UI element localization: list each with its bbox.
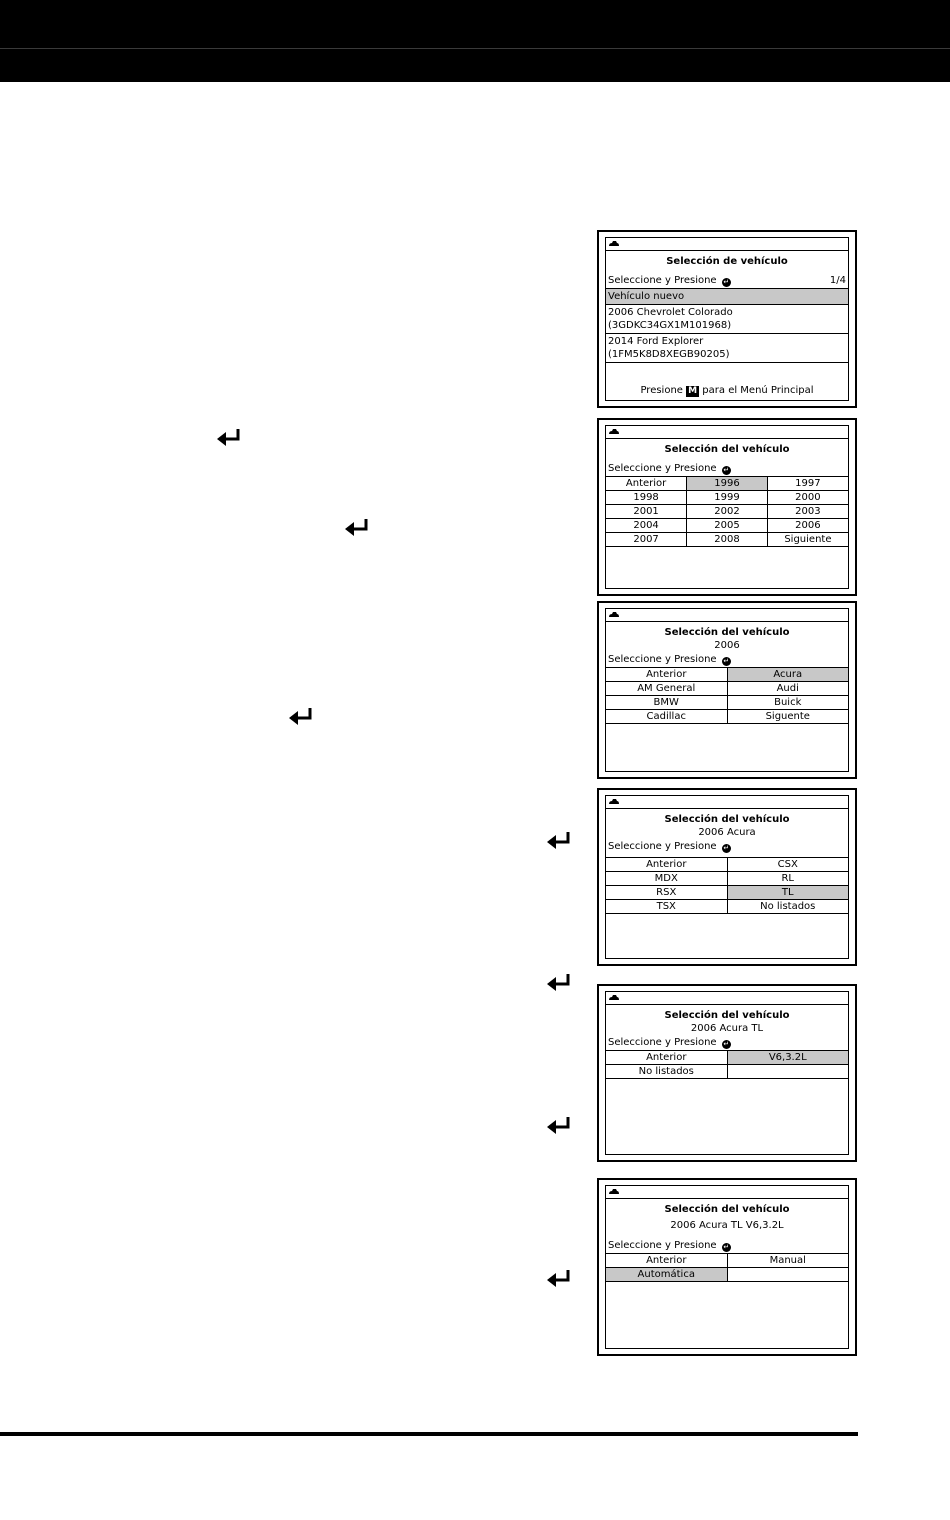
screen-display <box>605 795 849 959</box>
car-icon <box>608 428 620 436</box>
car-icon <box>608 240 620 248</box>
screen-transmission-selection <box>597 1178 857 1356</box>
prompt-text: Seleccione y Presione <box>608 841 717 852</box>
hint-text: para el Menú Principal <box>702 385 814 396</box>
status-bar <box>606 238 848 251</box>
grid-option[interactable]: Anterior <box>606 1254 727 1268</box>
grid-option[interactable]: 1996 <box>687 477 768 491</box>
grid-row <box>606 886 848 900</box>
grid-option[interactable]: RL <box>727 872 848 886</box>
selection-subtitle: 2006 <box>714 640 740 651</box>
prompt-text: Seleccione y Presione <box>608 654 717 665</box>
grid-option[interactable]: Automática <box>606 1268 727 1282</box>
grid-option[interactable]: 2004 <box>606 519 687 533</box>
screen-title: Selección del vehículo <box>664 1010 790 1021</box>
grid-row <box>606 1268 848 1282</box>
prompt-text: Seleccione y Presione <box>608 275 717 286</box>
enter-arrow-icon <box>546 972 574 994</box>
status-bar <box>606 1186 848 1199</box>
grid-option[interactable]: Anterior <box>606 858 727 872</box>
grid-row <box>606 491 848 505</box>
enter-arrow-icon <box>288 706 316 728</box>
enter-key-icon: ↵ <box>723 844 730 852</box>
grid-row <box>606 900 848 914</box>
status-bar <box>606 609 848 622</box>
header-divider <box>0 48 950 49</box>
grid-option[interactable]: 2001 <box>606 505 687 519</box>
prompt-text: Seleccione y Presione <box>608 1240 717 1251</box>
list-item[interactable]: Vehículo nuevo <box>606 289 848 305</box>
screen-model-selection <box>597 788 857 966</box>
grid-option[interactable]: Siguiente <box>767 533 848 547</box>
car-icon <box>608 798 620 806</box>
grid-option[interactable]: 2007 <box>606 533 687 547</box>
grid-row <box>606 1065 848 1079</box>
option-grid <box>606 667 848 724</box>
grid-row <box>606 696 848 710</box>
grid-row <box>606 872 848 886</box>
grid-row <box>606 682 848 696</box>
grid-option[interactable]: Acura <box>727 668 848 682</box>
main-menu-hint <box>606 384 848 398</box>
status-bar <box>606 796 848 809</box>
screen-display <box>605 425 849 589</box>
grid-option[interactable]: TL <box>727 886 848 900</box>
grid-option[interactable]: 1998 <box>606 491 687 505</box>
select-prompt <box>606 653 848 667</box>
grid-row <box>606 1254 848 1268</box>
select-prompt <box>606 1036 848 1050</box>
enter-key-icon: ↵ <box>723 657 730 665</box>
select-prompt <box>606 1239 848 1253</box>
grid-row <box>606 519 848 533</box>
prompt-text: Seleccione y Presione <box>608 463 717 474</box>
screen-title: Selección de vehículo <box>666 256 788 267</box>
grid-row <box>606 533 848 547</box>
grid-option[interactable]: 2008 <box>687 533 768 547</box>
selection-subtitle: 2006 Acura <box>698 827 756 838</box>
status-bar <box>606 426 848 439</box>
option-grid <box>606 857 848 914</box>
option-grid <box>606 1050 848 1079</box>
grid-option[interactable]: AM General <box>606 682 727 696</box>
option-grid <box>606 1253 848 1282</box>
grid-option[interactable]: RSX <box>606 886 727 900</box>
grid-option[interactable]: V6,3.2L <box>727 1051 848 1065</box>
grid-row <box>606 1051 848 1065</box>
grid-option[interactable]: MDX <box>606 872 727 886</box>
select-prompt <box>606 840 848 854</box>
grid-option[interactable]: 2005 <box>687 519 768 533</box>
hint-text: Presione <box>640 385 683 396</box>
screen-display <box>605 237 849 401</box>
screen-title: Selección del vehículo <box>664 814 790 825</box>
grid-row <box>606 710 848 724</box>
grid-row <box>606 668 848 682</box>
enter-arrow-icon <box>216 427 244 449</box>
page-indicator: 1/4 <box>829 275 846 286</box>
enter-arrow-icon <box>546 1115 574 1137</box>
car-icon <box>608 611 620 619</box>
grid-option[interactable]: Manual <box>727 1254 848 1268</box>
screen-display <box>605 991 849 1155</box>
grid-option[interactable]: Audi <box>727 682 848 696</box>
screen-year-selection <box>597 418 857 596</box>
enter-arrow-icon <box>546 830 574 852</box>
grid-row <box>606 477 848 491</box>
grid-row <box>606 505 848 519</box>
grid-option[interactable]: No listados <box>727 900 848 914</box>
grid-option[interactable]: Anterior <box>606 1051 727 1065</box>
screen-vehicle-selection <box>597 230 857 408</box>
grid-option[interactable]: 2002 <box>687 505 768 519</box>
enter-key-icon: ↵ <box>723 1243 730 1251</box>
footer-rule <box>0 1432 858 1436</box>
grid-row <box>606 858 848 872</box>
enter-key-icon: ↵ <box>723 278 730 286</box>
option-grid <box>606 476 848 547</box>
enter-key-icon: ↵ <box>723 1040 730 1048</box>
car-icon <box>608 994 620 1002</box>
grid-option[interactable]: CSX <box>727 858 848 872</box>
grid-option[interactable]: 1997 <box>767 477 848 491</box>
screen-display <box>605 1185 849 1349</box>
header-bar <box>0 0 950 82</box>
screen-display <box>605 608 849 772</box>
grid-option[interactable]: Siguente <box>727 710 848 724</box>
enter-arrow-icon <box>546 1268 574 1290</box>
select-prompt <box>606 462 848 476</box>
screen-title: Selección del vehículo <box>664 1204 790 1215</box>
vehicle-list <box>606 288 848 363</box>
grid-option[interactable]: Buick <box>727 696 848 710</box>
grid-option[interactable]: 1999 <box>687 491 768 505</box>
grid-option[interactable]: 2006 <box>767 519 848 533</box>
grid-option[interactable]: TSX <box>606 900 727 914</box>
prompt-text: Seleccione y Presione <box>608 1037 717 1048</box>
car-icon <box>608 1188 620 1196</box>
m-key-icon: M <box>688 386 698 396</box>
grid-option[interactable]: 2003 <box>767 505 848 519</box>
grid-option <box>727 1065 848 1079</box>
grid-option[interactable]: Anterior <box>606 668 727 682</box>
list-item[interactable]: 2006 Chevrolet Colorado (3GDKC34GX1M101968) <box>606 305 848 334</box>
selection-subtitle: 2006 Acura TL V6,3.2L <box>670 1220 784 1231</box>
enter-arrow-icon <box>344 517 372 539</box>
grid-option <box>727 1268 848 1282</box>
screen-make-selection <box>597 601 857 779</box>
screen-title: Selección del vehículo <box>664 444 790 455</box>
select-prompt <box>606 274 848 288</box>
screen-engine-selection <box>597 984 857 1162</box>
screen-title: Selección del vehículo <box>664 627 790 638</box>
list-item[interactable]: 2014 Ford Explorer (1FM5K8D8XEGB90205) <box>606 334 848 363</box>
grid-option[interactable]: Cadillac <box>606 710 727 724</box>
status-bar <box>606 992 848 1005</box>
grid-option[interactable]: Anterior <box>606 477 687 491</box>
grid-option[interactable]: 2000 <box>767 491 848 505</box>
selection-subtitle: 2006 Acura TL <box>690 1023 764 1034</box>
enter-key-icon: ↵ <box>723 466 730 474</box>
grid-option[interactable]: BMW <box>606 696 727 710</box>
grid-option[interactable]: No listados <box>606 1065 727 1079</box>
